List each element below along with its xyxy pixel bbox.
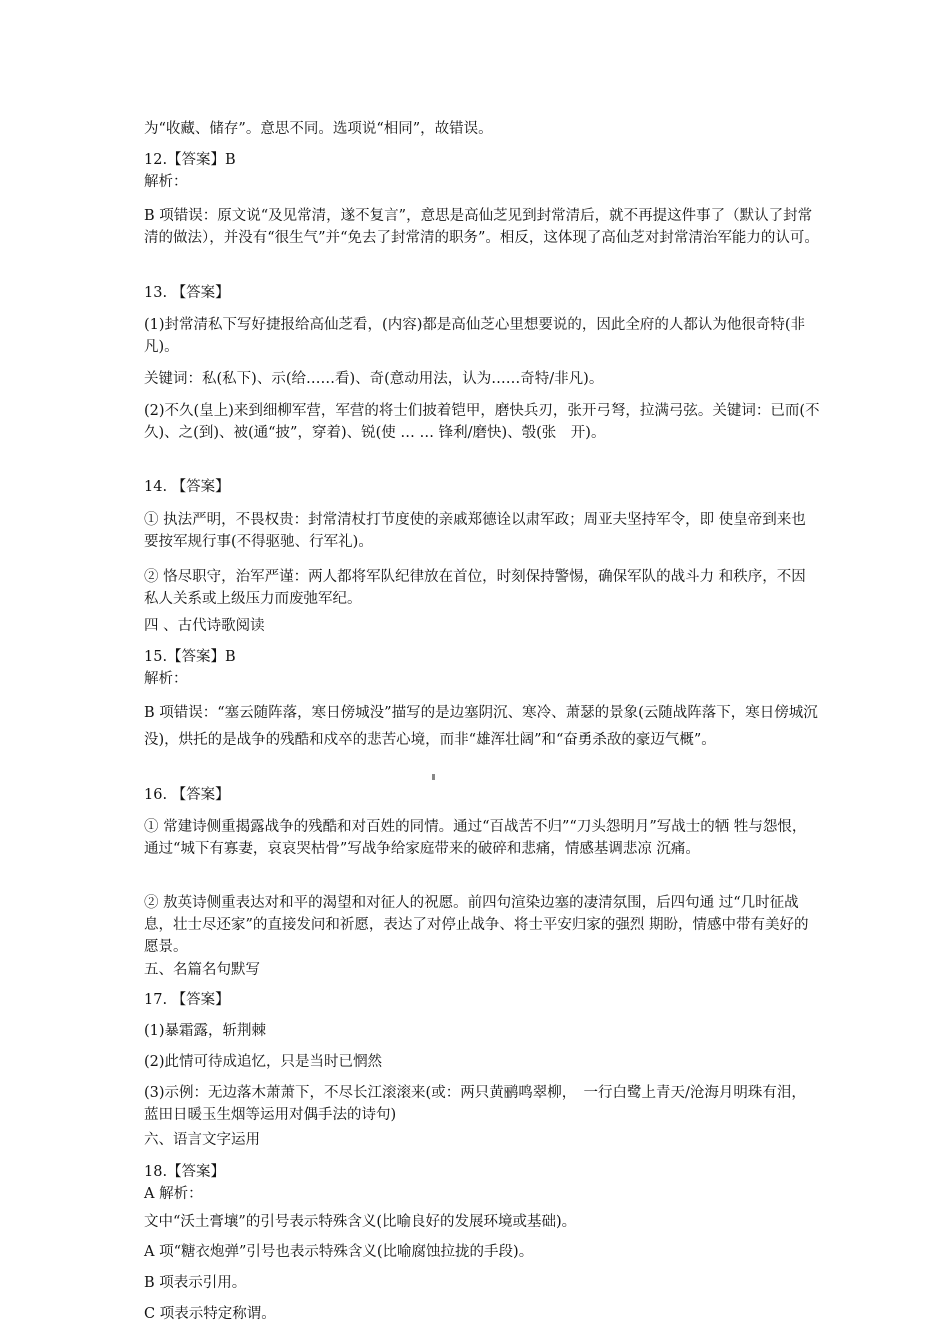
paragraph: (2)不久(皇上)来到细柳军营，军营的将士们披着铠甲，磨快兵刃，张开弓弩，拉满弓弦。关键词：已而(不久)、之(到)、被(通“披”，穿着)、锐(使 … … 锋利/磨快)、彀(张 开)。 <box>144 403 820 441</box>
section-heading: 四 、古代诗歌阅读 <box>144 618 265 634</box>
answer-heading-14: 14. 【答案】 <box>144 479 230 495</box>
paragraph: ① 执法严明，不畏权贵：封常清杖打节度使的亲戚郑德诠以肃军政；周亚夫坚持军令，即 使皇帝到来也要按军规行事(不得驱驰、行军礼)。 <box>144 512 806 550</box>
paragraph: 为“收藏、储存”。意思不同。选项说“相同”，故错误。 <box>144 121 493 137</box>
paragraph: (1)暴霜露，斩荆棘 <box>144 1023 267 1039</box>
paragraph: (3)示例：无边落木萧萧下，不尽长江滚滚来(或：两只黄鹂鸣翠柳， 一行白鹭上青天/沧海月明珠有泪，蓝田日暖玉生烟等运用对偶手法的诗句) <box>144 1085 806 1123</box>
paragraph: 文中“沃土膏壤”的引号表示特殊含义(比喻良好的发展环境或基础)。 <box>144 1214 577 1230</box>
answer-heading-15: 15.【答案】B <box>144 649 236 665</box>
paragraph: B 项表示引用。 <box>144 1275 247 1291</box>
paragraph: (2)此情可待成追忆，只是当时已惘然 <box>144 1054 383 1070</box>
section-heading: 六、语言文字运用 <box>144 1132 260 1148</box>
paragraph: ② 恪尽职守，治军严谨：两人都将军队纪律放在首位，时刻保持警惕，确保军队的战斗力 和秩序，不因私人关系或上级压力而废弛军纪。 <box>144 569 806 607</box>
answer-heading-12: 12.【答案】B <box>144 152 236 168</box>
analysis-label: A 解析： <box>144 1186 203 1202</box>
analysis-label: 解析： <box>144 174 188 190</box>
paragraph: ② 敖英诗侧重表达对和平的渴望和对征人的祝愿。前四句渲染边塞的凄清氛围，后四句通 过“几时征战息，壮士尽还家”的直接发问和祈愿，表达了对停止战争、将士平安归家的强烈 期盼，情感中带有美好的愿景。 <box>144 895 809 955</box>
answer-heading-18: 18.【答案】 <box>144 1164 226 1180</box>
paragraph: (1)封常清私下写好捷报给高仙芝看，(内容)都是高仙芝心里想要说的，因此全府的人都认为他很奇特(非凡)。 <box>144 317 806 355</box>
paragraph: C 项表示特定称谓。 <box>144 1306 276 1322</box>
paragraph: ① 常建诗侧重揭露战争的残酷和对百姓的同情。通过“百战苦不归”“刀头怨明月”写战士的牺 牲与怨恨，通过“城下有寡妻，哀哀哭枯骨”写战争给家庭带来的破碎和悲痛，情感基调悲凉 沉痛。 <box>144 819 807 857</box>
paragraph: B 项错误：“塞云随阵落，寒日傍城没”描写的是边塞阴沉、寒冷、萧瑟的景象(云随战阵落下，寒日傍城沉没)，烘托的是战争的残酷和戍卒的悲苦心境，而非“雄浑壮阔”和“奋勇杀敌的豪迈气概”。 <box>144 705 818 748</box>
section-heading: 五、名篇名句默写 <box>144 962 260 978</box>
paragraph: A 项“糖衣炮弹”引号也表示特殊含义(比喻腐蚀拉拢的手段)。 <box>144 1244 534 1260</box>
answer-heading-17: 17. 【答案】 <box>144 992 230 1008</box>
answer-heading-13: 13. 【答案】 <box>144 285 230 301</box>
paragraph: B 项错误：原文说“及见常清，遂不复言”，意思是高仙芝见到封常清后，就不再提这件事了（默认了封常清的做法），并没有“很生气”并“免去了封常清的职务”。相反，这体现了高仙芝对封常清治军能力的认可。 <box>144 208 819 246</box>
answer-heading-16: 16. 【答案】 <box>144 787 230 803</box>
paragraph: 关键词：私(私下)、示(给……看)、奇(意动用法，认为……奇特/非凡)。 <box>144 371 604 387</box>
analysis-label: 解析： <box>144 671 188 687</box>
scan-mark <box>432 774 435 780</box>
